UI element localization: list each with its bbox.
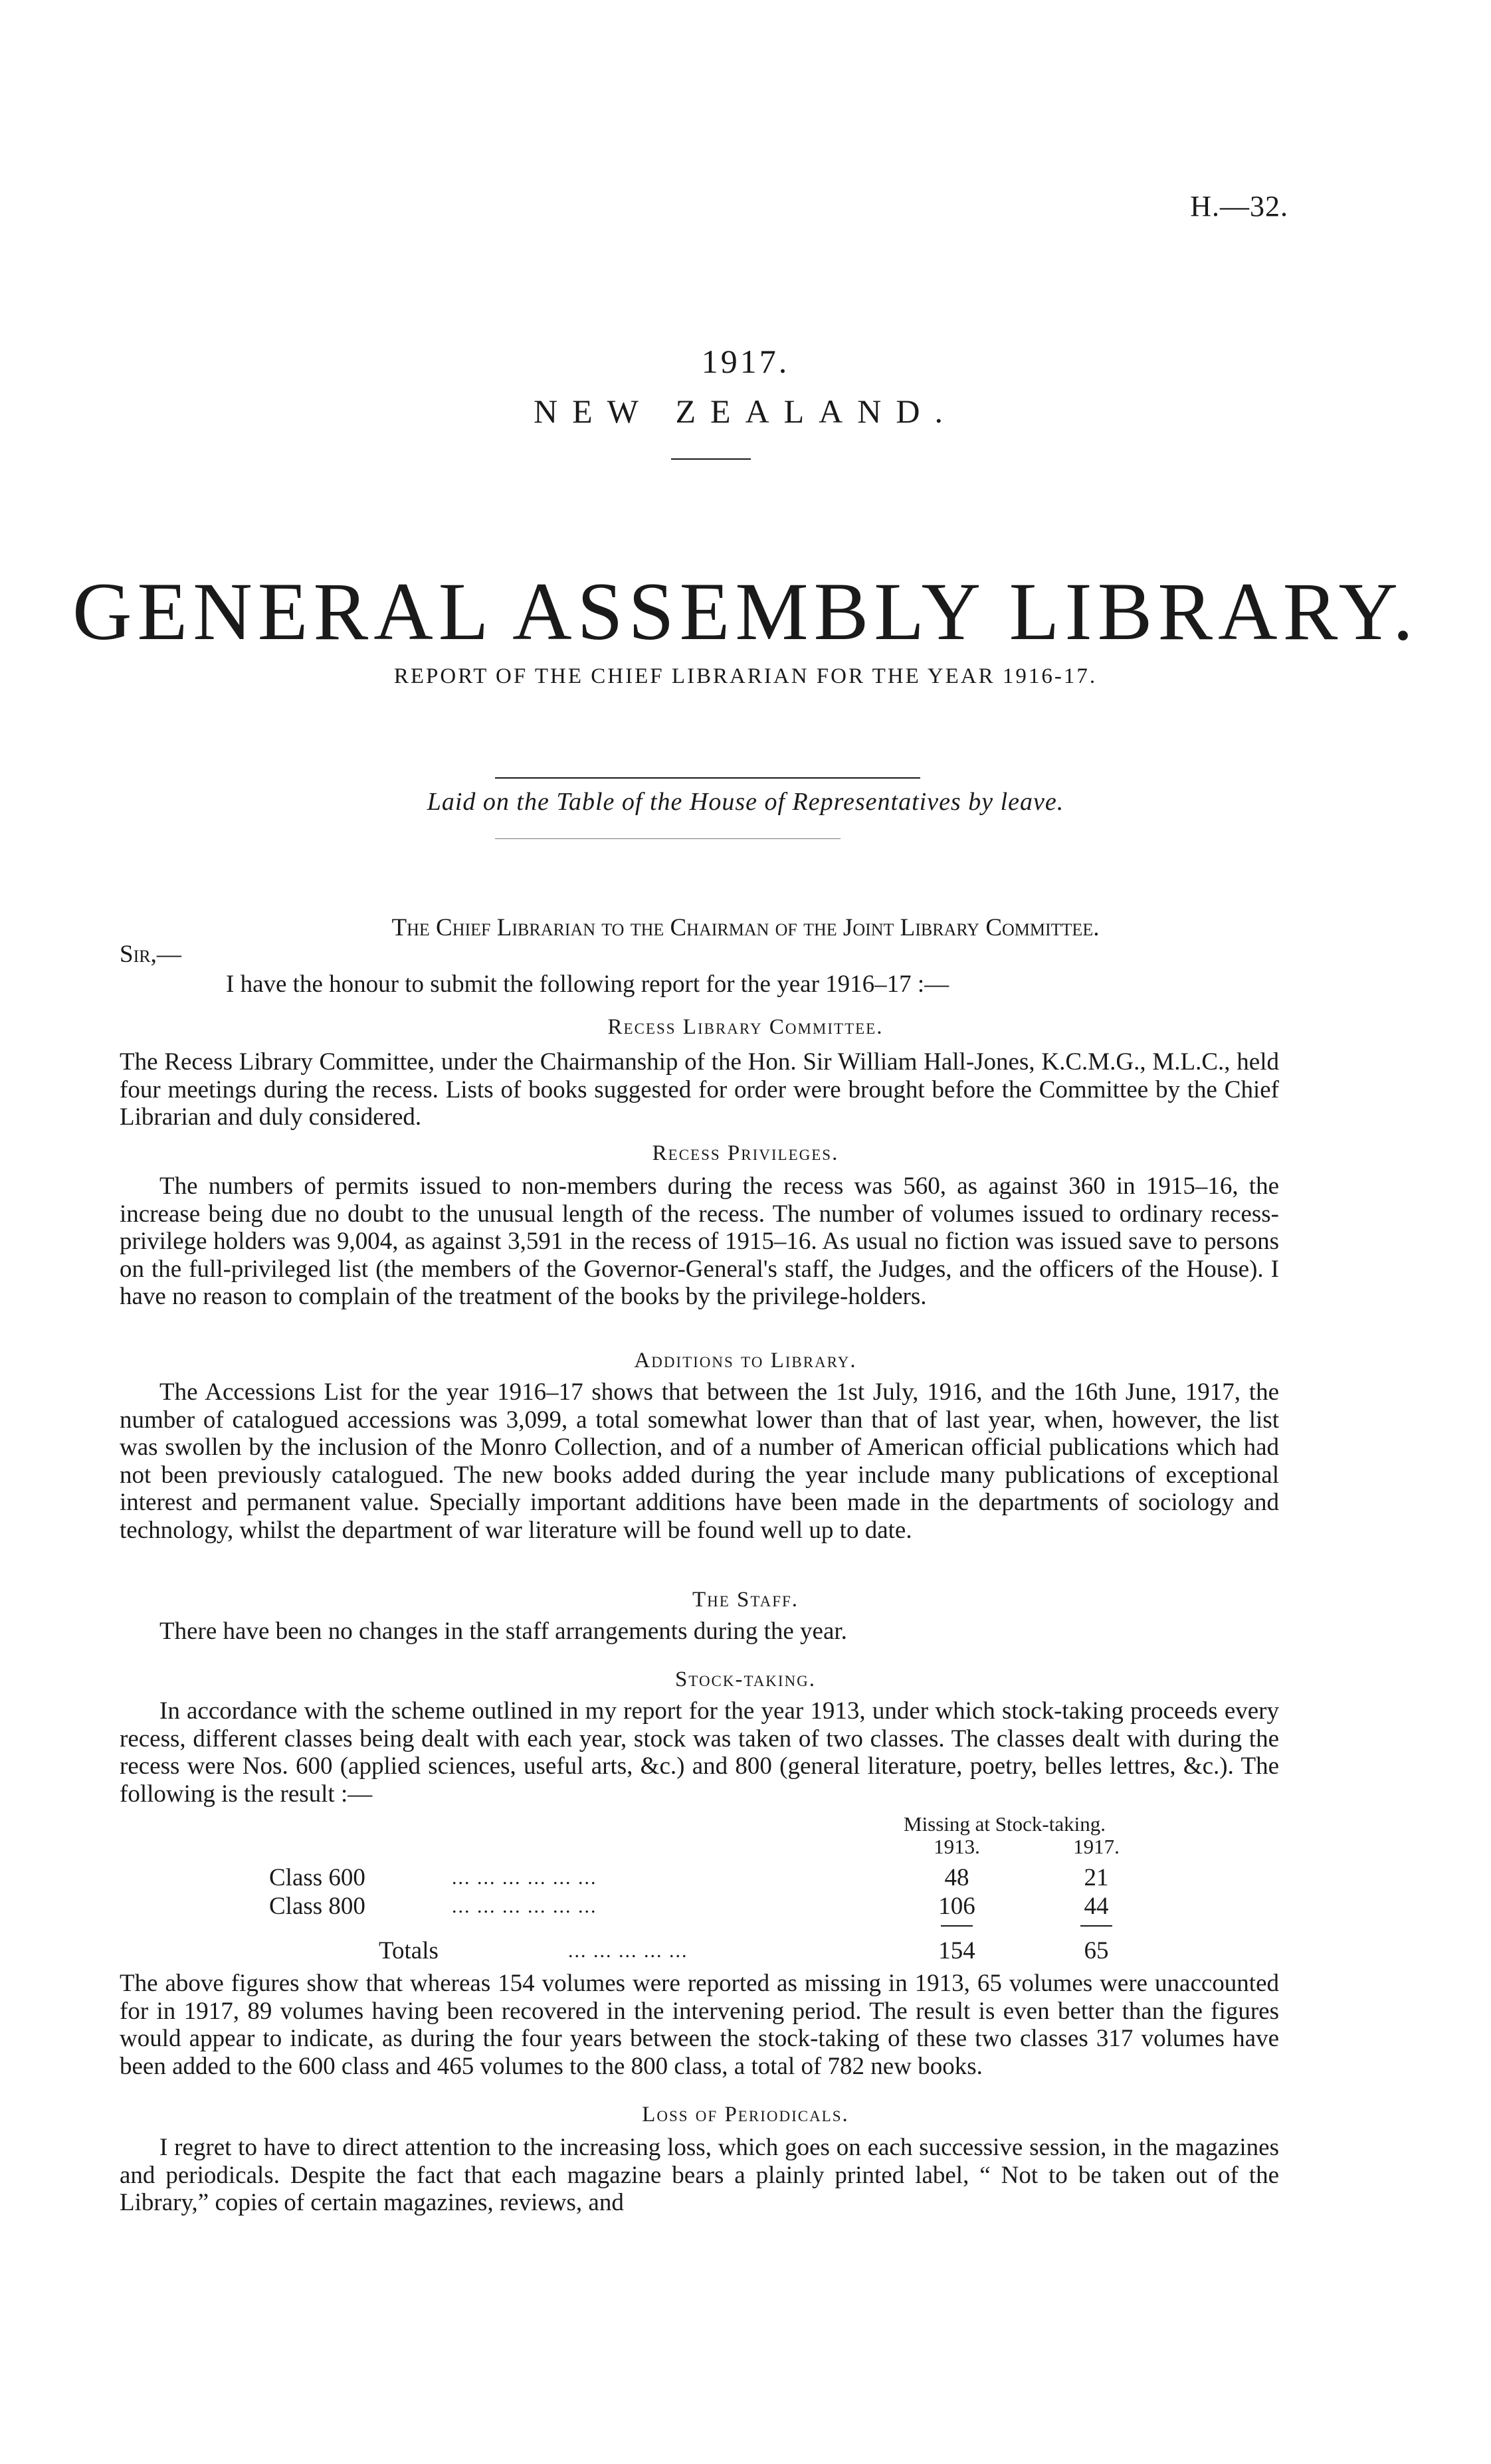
value-1917: 44 [1084, 1893, 1109, 1920]
total-1913: 154 [938, 1937, 975, 1964]
divider [495, 777, 920, 779]
row-label: Class 600 [269, 1864, 365, 1891]
divider [495, 838, 841, 839]
table-column-header: 1917. [1073, 1835, 1120, 1858]
section-heading: Stock-taking. [674, 1667, 817, 1691]
leader-dots: ... ... ... ... ... ... [452, 1867, 597, 1889]
leader-dots: ... ... ... ... ... [568, 1940, 688, 1962]
page-subtitle: REPORT OF THE CHIEF LIBRARIAN FOR THE YEAR 1916-17. [393, 664, 1098, 688]
section-paragraph: The Recess Library Committee, under the Chairmanship of the Hon. Sir William Hall-Jones, K.C.M.G., M.L.C., held four meetings during the recess. Lists of books suggested for order were brought before the Committee by the Chief Librarian and duly considered. [120, 1048, 1279, 1131]
section-paragraph: The Accessions List for the year 1916–17 shows that between the 1st July, 1916, and the 16th June, 1917, the number of catalogued accessions was 3,099, a total somewhat lower than that of last year, when, however, the list was swollen by the inclusion of the Monro Collection, and of a number of American official publications which had not been previously catalogued. The new books added during the year include many publications of exceptional interest and permanent value. Specially important additions have been made in the departments of sociology and technology, whilst the department of war literature will be found well up to date. [120, 1378, 1279, 1544]
page-title: GENERAL ASSEMBLY LIBRARY. [72, 566, 1419, 657]
paper-reference: H.—32. [1190, 190, 1288, 223]
section-heading: The Staff. [692, 1588, 799, 1612]
section-heading: Additions to Library. [634, 1349, 857, 1373]
value-1913: 106 [938, 1893, 975, 1920]
salutation: Sir,— [120, 941, 181, 968]
total-1917: 65 [1084, 1937, 1109, 1964]
section-heading: Recess Library Committee. [607, 1015, 884, 1039]
country-name: NEW ZEALAND. [534, 393, 957, 430]
divider [671, 458, 751, 460]
section-paragraph: In accordance with the scheme outlined in my report for the year 1913, under which stock-taking proceeds every recess, different classes being dealt with each year, stock was taken of two classes. The classes dealt with during the recess were Nos. 600 (applied sciences, useful arts, &c.) and 800 (general literature, poetry, belles lettres, &c.). The following is the result :— [120, 1697, 1279, 1808]
laid-on-table-note: Laid on the Table of the House of Representatives by leave. [427, 788, 1064, 816]
sum-rule [941, 1925, 973, 1927]
section-paragraph: I regret to have to direct attention to the increasing loss, which goes on each successive session, in the magazines and periodicals. Despite the fact that each magazine bears a plainly printed label, “ Not to be taken out of the Library,” copies of certain magazines, reviews, and [120, 2134, 1279, 2216]
section-paragraph: There have been no changes in the staff arrangements during the year. [159, 1618, 847, 1645]
document-year: 1917. [701, 343, 790, 380]
section-paragraph: The numbers of permits issued to non-members during the recess was 560, as against 360 in 1915–16, the increase being due no doubt to the unusual length of the recess. The number of volumes issued to ordinary recess-privilege holders was 9,004, as against 3,591 in the recess of 1915–16. As usual no fiction was issued save to persons on the full-privileged list (the members of the Governor-General's staff, the Judges, and the officers of the House). I have no reason to complain of the treatment of the books by the privilege-holders. [120, 1173, 1279, 1310]
row-label: Class 800 [269, 1893, 365, 1920]
section-heading: Loss of Periodicals. [642, 2103, 849, 2127]
sum-rule [1080, 1925, 1112, 1927]
letter-intro: I have the honour to submit the following report for the year 1916–17 :— [226, 971, 949, 998]
totals-label: Totals [379, 1937, 439, 1964]
section-heading: Recess Privileges. [652, 1141, 839, 1165]
leader-dots: ... ... ... ... ... ... [452, 1895, 597, 1917]
table-group-header: Missing at Stock-taking. [904, 1812, 1106, 1836]
value-1917: 21 [1084, 1864, 1109, 1891]
section-paragraph: The above figures show that whereas 154 volumes were reported as missing in 1913, 65 volumes were unaccounted for in 1917, 89 volumes having been recovered in the intervening period. The result is even better than the figures would appear to indicate, as during the four years between the stock-taking of these two classes 317 volumes have been added to the 600 class and 465 volumes to the 800 class, a total of 782 new books. [120, 1970, 1279, 2080]
value-1913: 48 [944, 1864, 969, 1891]
table-column-header: 1913. [934, 1835, 980, 1858]
letter-from-to: The Chief Librarian to the Chairman of the Joint Library Committee. [391, 914, 1100, 941]
